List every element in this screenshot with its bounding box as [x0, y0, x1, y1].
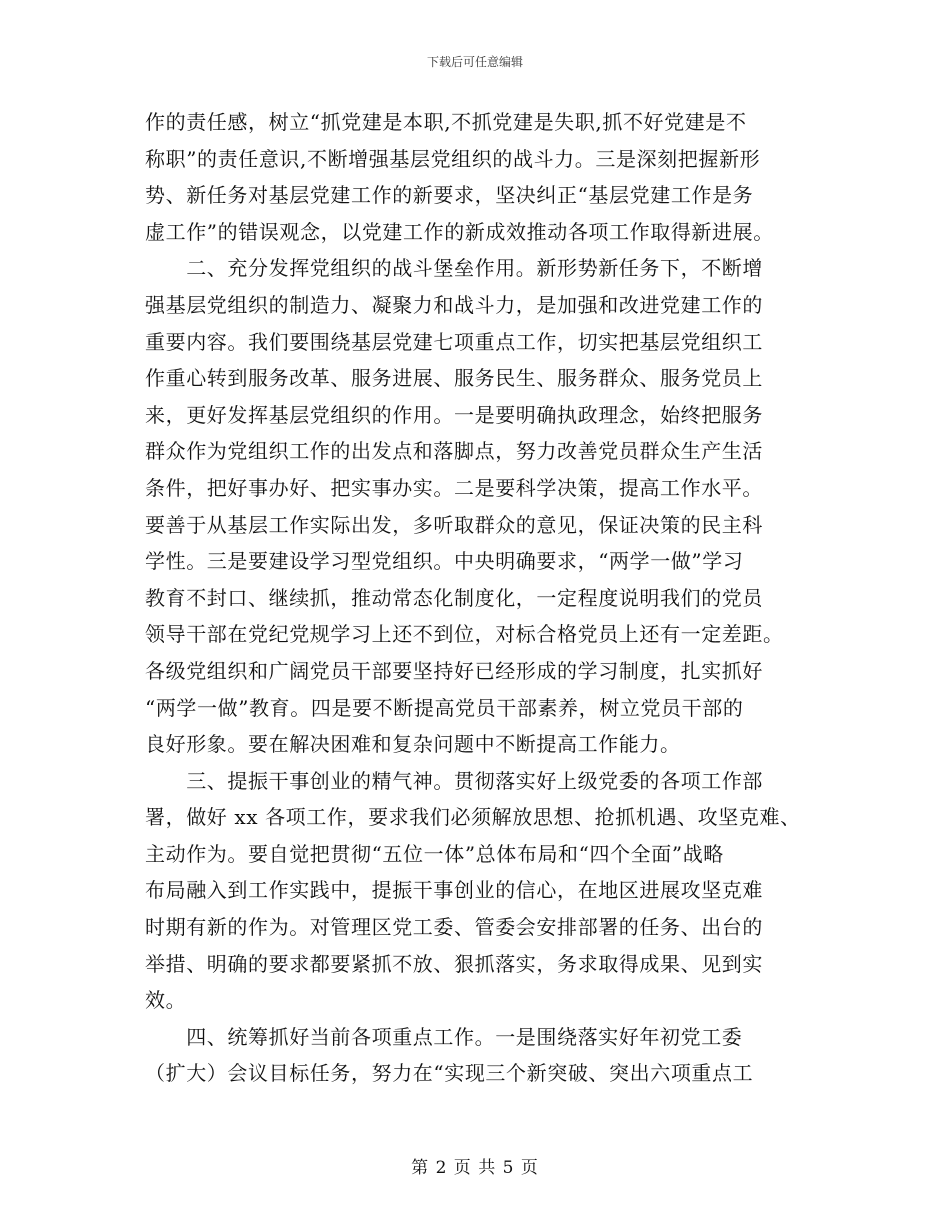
page-header-note: 下载后可任意编辑: [426, 55, 523, 69]
text-line: 重要内容。我们要围绕基层党建七项重点工作，切实把基层党组织工: [145, 329, 763, 354]
text-line: （扩大）会议目标任务，努力在“实现三个新突破、突出六项重点工: [145, 1061, 754, 1086]
text-line: 布局融入到工作实践中，提振干事创业的信心，在地区进展攻坚克难: [145, 878, 763, 903]
text-line: 主动作为。要自觉把贯彻“五位一体”总体布局和“四个全面”战略: [145, 841, 724, 866]
text-line: 条件，把好事办好、把实事办实。二是要科学决策，提高工作水平。: [145, 475, 763, 500]
text-line: 称职”的责任意识,不断增强基层党组织的战斗力。三是深刻把握新形: [145, 146, 761, 171]
text-line: 要善于从基层工作实际出发，多听取群众的意见，保证决策的民主科: [145, 512, 763, 537]
document-body: [145, 104, 810, 1092]
text-line: 教育不封口、继续抓，推动常态化制度化，一定程度说明我们的党员: [145, 585, 763, 610]
text-line: 署，做好 xx 各项工作，要求我们必须解放思想、抢抓机遇、攻坚克难、: [145, 805, 801, 830]
text-line: 举措、明确的要求都要紧抓不放、狠抓落实，务求取得成果、见到实: [145, 951, 763, 976]
text-line: 良好形象。要在解决困难和复杂问题中不断提高工作能力。: [145, 732, 681, 757]
text-line: 虚工作”的错误观念，以党建工作的新成效推动各项工作取得新进展。: [145, 219, 774, 244]
text-line: 势、新任务对基层党建工作的新要求，坚决纠正“基层党建工作是务: [145, 183, 754, 208]
text-line: “两学一做”教育。四是要不断提高党员干部素养，树立党员干部的: [145, 695, 744, 720]
text-line: 作重心转到服务改革、服务进展、服务民生、服务群众、服务党员上: [145, 366, 763, 391]
text-line: 来，更好发挥基层党组织的作用。一是要明确执政理念，始终把服务: [145, 402, 763, 427]
text-line: 各级党组织和广阔党员干部要坚持好已经形成的学习制度，扎实抓好: [145, 658, 763, 683]
text-line: 二、充分发挥党组织的战斗堡垒作用。新形势新任务下，不断增: [145, 256, 763, 281]
text-line: 效。: [145, 988, 187, 1013]
page-number-footer: 第 2 页 共 5 页: [411, 1158, 539, 1178]
text-line: 领导干部在党纪党规学习上还不到位，对标合格党员上还有一定差距。: [145, 622, 784, 647]
text-line: 群众作为党组织工作的出发点和落脚点，努力改善党员群众生产生活: [145, 439, 763, 464]
text-line: 四、统筹抓好当前各项重点工作。一是围绕落实好年初党工委: [145, 1024, 743, 1049]
text-line: 学性。三是要建设学习型党组织。中央明确要求，“两学一做”学习: [145, 549, 744, 574]
text-line: 作的责任感，树立“抓党建是本职,不抓党建是失职,抓不好党建是不: [145, 110, 747, 134]
text-line: 时期有新的作为。对管理区党工委、管委会安排部署的任务、出台的: [145, 915, 763, 940]
text-line: 强基层党组织的制造力、凝聚力和战斗力，是加强和改进党建工作的: [145, 292, 763, 317]
text-line: 三、提振干事创业的精气神。贯彻落实好上级党委的各项工作部: [145, 768, 763, 793]
